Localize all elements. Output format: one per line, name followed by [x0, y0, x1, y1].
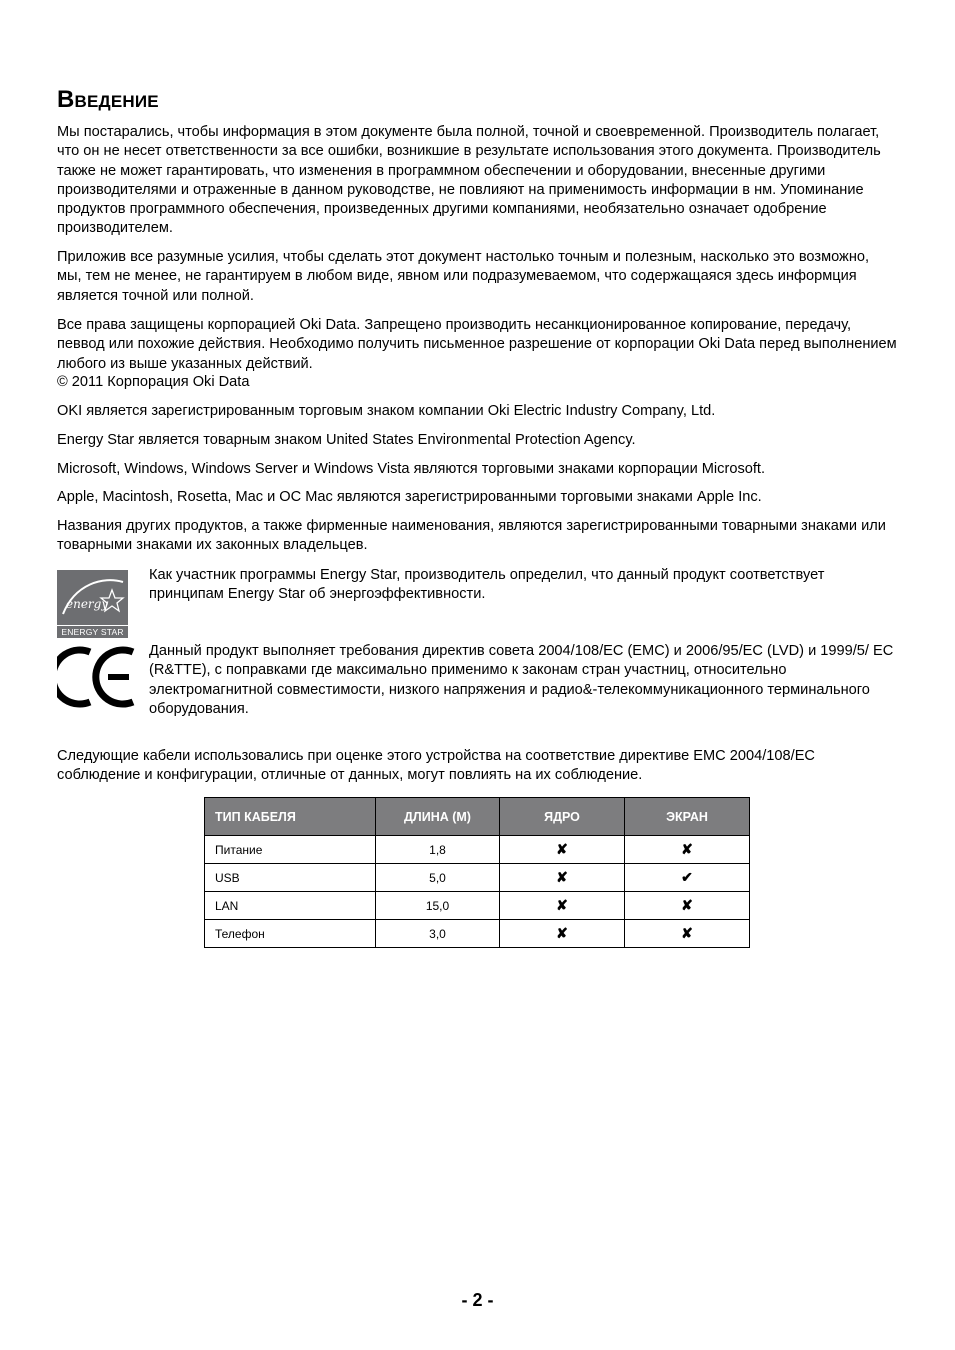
copyright-line: © 2011 Корпорация Oki Data — [57, 374, 250, 390]
table-row — [205, 920, 750, 948]
cell-cable-type: LAN — [205, 892, 376, 920]
paragraph-accuracy: Приложив все разумные усилия, чтобы сделать этот документ настолько точным и полезным, насколько это возможно, мы, тем не менее, не гарантируем в любом виде, явном или подразумеваемом, что содержащаяся здесь информция является точной или полной. — [57, 249, 870, 304]
cell-shield-mark: ✔ — [625, 864, 750, 892]
column-header-length: ДЛИНА (М) — [376, 798, 500, 836]
cell-core-mark: ✘ — [500, 892, 625, 920]
ce-mark-icon — [57, 646, 137, 708]
paragraph-apple-trademark: Apple, Macintosh, Rosetta, Mac и OC Mac являются зарегистрированными торговыми знаками Apple Inc. — [57, 489, 762, 505]
cell-length: 1,8 — [376, 836, 500, 864]
cell-cable-type: Питание — [205, 836, 376, 864]
cell-cable-type: USB — [205, 864, 376, 892]
column-header-core: ЯДРО — [500, 798, 625, 836]
energy-star-logo-label: ENERGY STAR — [57, 625, 128, 638]
table-row — [205, 836, 750, 864]
cell-shield-mark: ✘ — [625, 920, 750, 948]
column-header-shield: ЭКРАН — [625, 798, 750, 836]
cell-length: 5,0 — [376, 864, 500, 892]
page-heading: Введение — [57, 86, 159, 113]
cell-length: 3,0 — [376, 920, 500, 948]
cell-core-mark: ✘ — [500, 836, 625, 864]
energy-star-icon — [57, 570, 128, 625]
paragraph-other-trademarks: Названия других продуктов, а также фирменные наименования, являются зарегистрированными товарными знаками или товарными знаками их законных владельцев. — [57, 518, 886, 554]
energy-star-logo — [57, 570, 128, 638]
table-row — [205, 892, 750, 920]
energy-star-text: Как участник программы Energy Star, производитель определил, что данный продукт соответствует принципам Energy Star об энергоэффективности. — [149, 567, 825, 603]
cell-core-mark: ✘ — [500, 864, 625, 892]
svg-text:energy: energy — [66, 597, 109, 611]
paragraph-oki-trademark: OKI является зарегистрированным торговым знаком компании Oki Electric Industry Company, Ltd. — [57, 403, 716, 419]
ce-mark-logo — [57, 646, 137, 708]
cables-intro: Следующие кабели использовались при оценке этого устройства на соответствие директиве EMC 2004/108/EC соблюдение и конфигурации, отличные от данных, могут повлиять на их соблюдение. — [57, 748, 815, 784]
table-row — [205, 864, 750, 892]
cables-table — [204, 797, 750, 948]
cell-shield-mark: ✘ — [625, 836, 750, 864]
column-header-cable-type: ТИП КАБЕЛЯ — [205, 798, 376, 836]
table-header-row — [205, 798, 750, 836]
cell-shield-mark: ✘ — [625, 892, 750, 920]
cell-core-mark: ✘ — [500, 920, 625, 948]
ce-text: Данный продукт выполняет требования директив совета 2004/108/EC (EMC) и 2006/95/EC (LVD) и 1999/5/ EC (R&TTE), с поправками где максимально применимо к законам стран участниц, относительно электромагнитной совместимости, низкого напряжения и радио&-телекоммуникационного терминального оборудования. — [149, 643, 894, 717]
paragraph-microsoft-trademark: Microsoft, Windows, Windows Server и Windows Vista являются торговыми знаками корпорации Microsoft. — [57, 461, 766, 477]
page-number: - 2 - — [461, 1290, 494, 1310]
cell-length: 15,0 — [376, 892, 500, 920]
cell-cable-type: Телефон — [205, 920, 376, 948]
paragraph-rights: Все права защищены корпорацией Oki Data. Запрещено производить несанкционированное копирование, передачу, певвод или похожие действия. Необходимо получить письменное разрешение от корпорации Oki Data перед выполнением любого из выше указанных действий. — [57, 317, 897, 372]
paragraph-disclaimer: Мы постарались, чтобы информация в этом документе была полной, точной и своевременной. Производитель полагает, что он не несет ответственности за все ошибки, возникшие в результате использования этого документа. Производитель также не может гарантировать, что изменения в программном обеспечении и оборудовании, внесенные другими производителями и отраженные в данном руководстве, не повлияют на применимость информации в нм. Упоминание продуктов программного обеспечения, произведенных другими компаниями, необязательно означает одобрение производителем. — [57, 124, 881, 237]
paragraph-energy-star-trademark: Energy Star является товарным знаком United States Environmental Protection Agency. — [57, 432, 636, 448]
